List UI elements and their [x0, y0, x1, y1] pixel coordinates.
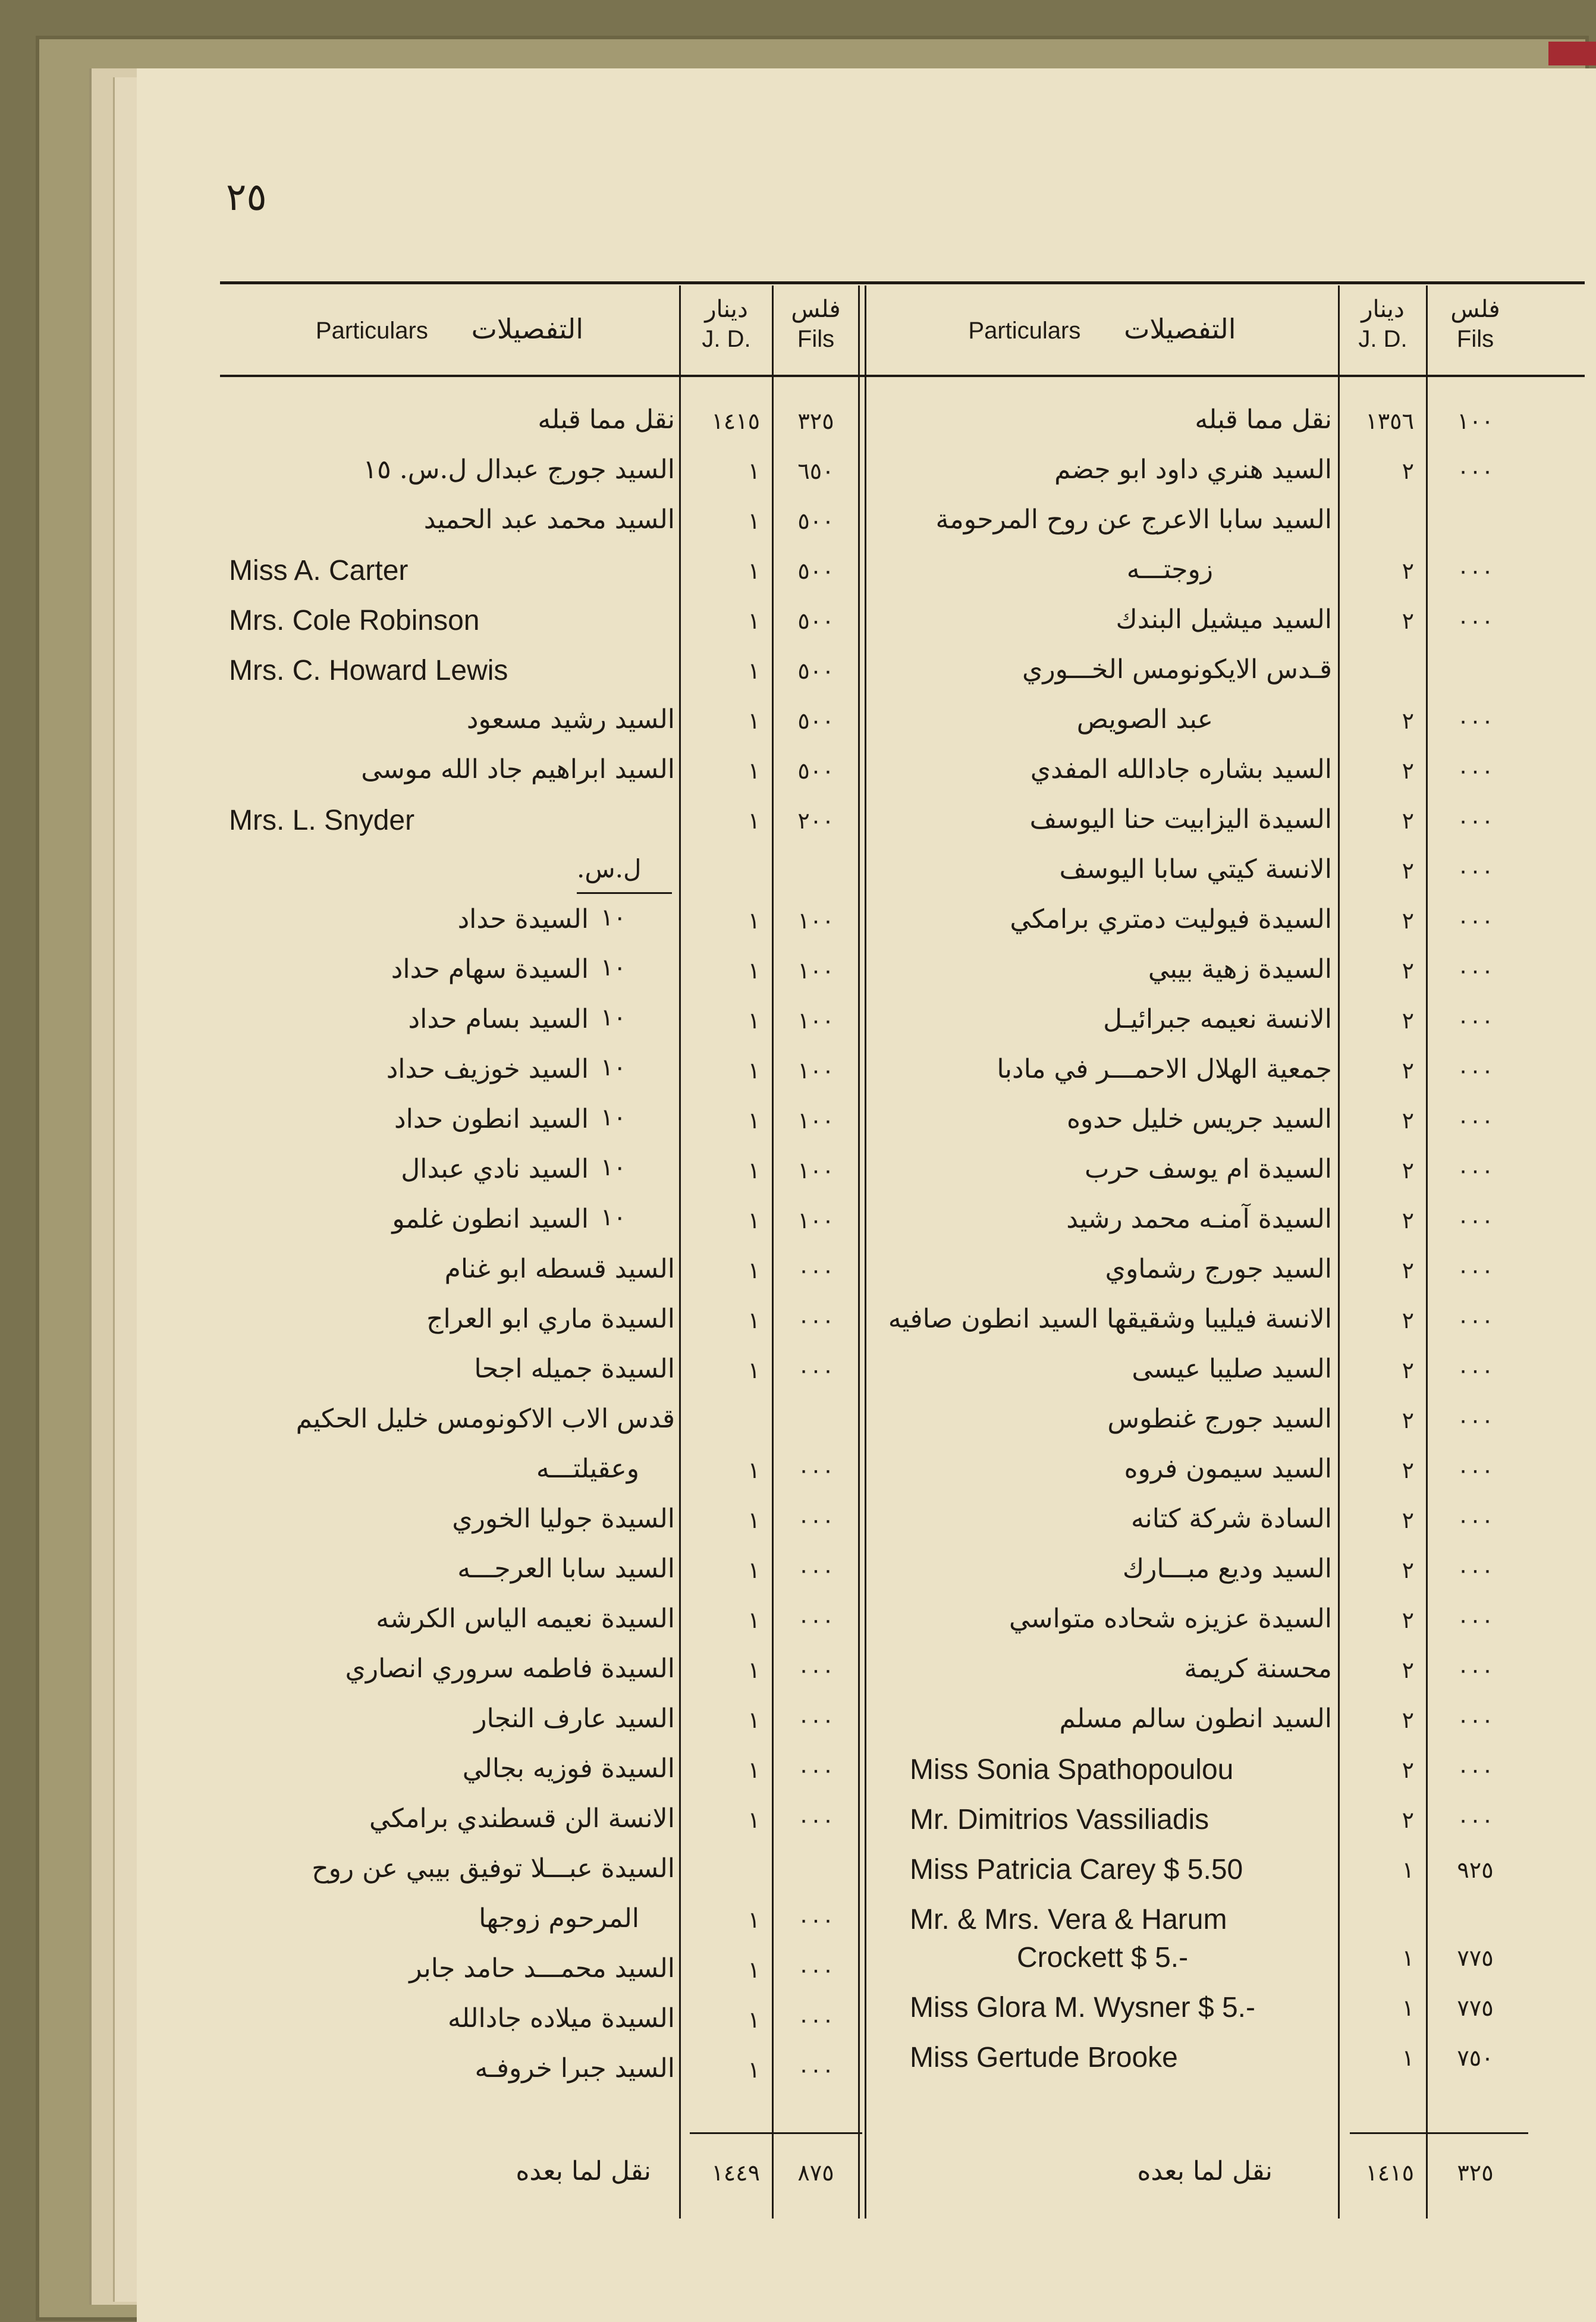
fils-value: ٠٠٠: [1457, 758, 1494, 784]
entry-name: Mrs. Cole Robinson: [229, 605, 480, 636]
jd-value: ٢: [1402, 1757, 1414, 1783]
fils-value: ٠٠٠: [797, 1457, 834, 1483]
fils-value: ١٠٠: [797, 1058, 834, 1084]
fils-value: ٠٠٠: [1457, 1257, 1494, 1284]
entry-name: السيد جورج عبدال ل.س. ١٥: [363, 454, 675, 485]
jd-value: ١: [747, 958, 760, 984]
entry-name: السيدة ماري ابو العراج: [426, 1304, 675, 1334]
jd-value: ١: [747, 1507, 760, 1533]
fils-value: ٠٠٠: [1457, 1008, 1494, 1034]
entry-name: الانسة نعيمه جبرائيـل: [1103, 1004, 1332, 1034]
fils-value: ٠٠٠: [797, 1657, 834, 1683]
fils-value: ٠٠٠: [1457, 1507, 1494, 1533]
jd-value: ١: [747, 758, 760, 784]
jd-value: ٢: [1402, 858, 1414, 884]
fils-value: ٠٠٠: [1457, 1757, 1494, 1783]
fils-value: ٠٠٠: [1457, 808, 1494, 834]
jd-value: ١: [747, 1557, 760, 1583]
currency-label-underline: [577, 892, 672, 894]
brought-forward-label: نقل مما قبله: [538, 404, 675, 435]
entry-name: السيدة ميلاده جادالله: [447, 2003, 675, 2034]
entry-name: السيد سابا الاعرج عن روح المرحومة: [935, 504, 1332, 535]
entry-name: السيد رشيد مسعود: [466, 704, 675, 735]
col-divider: [858, 285, 860, 2219]
entry-name: السيد جريس خليل حدوه: [1067, 1104, 1332, 1134]
fils-value: ٥٠٠: [797, 608, 834, 634]
fils-value: ١٠٠: [797, 958, 834, 984]
jd-value: ١: [747, 1107, 760, 1134]
jd-value: ٢: [1402, 1557, 1414, 1583]
jd-value: ١: [747, 2057, 760, 2083]
fils-value: ١٠٠: [797, 1107, 834, 1134]
fils-value: ٠٠٠: [797, 1557, 834, 1583]
fils-value: ٥٠٠: [797, 658, 834, 684]
fils-value: ١٠٠: [797, 1157, 834, 1184]
jd-value: ٢: [1402, 1407, 1414, 1433]
jd-value: ١: [747, 1757, 760, 1783]
entry-name: السيد خوزيف حداد: [386, 1054, 589, 1084]
fils-value: ٩٢٥: [1457, 1857, 1494, 1883]
ls-amount: ١٠: [601, 1154, 626, 1181]
jd-value: ١: [747, 1008, 760, 1034]
jd-value: ٢: [1402, 558, 1414, 584]
jd-value: ١: [747, 1207, 760, 1234]
entry-name: Mr. Dimitrios Vassiliadis: [910, 1804, 1209, 1835]
fils-value: ٠٠٠: [1457, 1557, 1494, 1583]
header-fils-left: فلس Fils: [791, 296, 841, 352]
fils-value: ٠٠٠: [1457, 458, 1494, 484]
jd-value: ١: [747, 1657, 760, 1683]
jd-value: ٢: [1402, 458, 1414, 484]
entry-name: السيد سابا العرجـــه: [457, 1554, 675, 1584]
entry-name: قـدس الايكونومس الخـــوري: [1022, 654, 1332, 685]
entry-name: السيد محمـــد حامد جابر: [409, 1953, 675, 1984]
fils-value: ٢٠٠: [797, 808, 834, 834]
fils-value: ٨٧٥: [797, 2160, 834, 2186]
entry-name: السيدة آمنـه محمد رشيد: [1066, 1204, 1332, 1234]
ls-amount: ١٠: [601, 1054, 626, 1081]
entry-name: السيدة سهام حداد: [391, 954, 589, 984]
fils-value: ٠٠٠: [1457, 558, 1494, 584]
jd-value: ١: [747, 1707, 760, 1733]
entry-name-continued: المرحوم زوجها: [479, 1903, 639, 1934]
fils-value: ٠٠٠: [1457, 1707, 1494, 1733]
fils-value: ٠٠٠: [1457, 1457, 1494, 1483]
entry-name: السيد عارف النجار: [474, 1703, 675, 1734]
jd-value: ١: [1402, 1945, 1414, 1971]
entry-name: السيد وديع مبـــارك: [1122, 1554, 1332, 1584]
jd-value: ٢: [1402, 1807, 1414, 1833]
jd-value: ٢: [1402, 1008, 1414, 1034]
entry-name: الانسة الن قسطندي برامكي: [369, 1803, 675, 1834]
carried-forward-label: نقل لما بعده: [1137, 2156, 1273, 2186]
header-particulars-right: Particulars التفصيلات: [968, 313, 1236, 345]
fils-value: ٣٢٥: [1457, 2160, 1494, 2186]
ls-amount: ١٠: [601, 1004, 626, 1031]
ledger-page: [137, 68, 1596, 2322]
entry-name: السيدة فوزيه بجالي: [462, 1753, 675, 1784]
entry-name: السيد سيمون فروه: [1124, 1454, 1332, 1484]
jd-value: ٢: [1402, 908, 1414, 934]
jd-value: ٢: [1402, 1607, 1414, 1633]
entry-name: محسنة كريمة: [1184, 1653, 1332, 1684]
entry-name: السيدة نعيمه الياس الكرشه: [376, 1604, 675, 1634]
jd-value: ١: [747, 1807, 760, 1833]
entry-name: السيد بشاره جادالله المفدي: [1030, 754, 1332, 785]
carried-forward-label: نقل لما بعده: [516, 2156, 651, 2186]
jd-value: ١: [747, 1357, 760, 1383]
fils-value: ٠٠٠: [797, 2057, 834, 2083]
entry-name: السيدة زهية بيبي: [1148, 954, 1332, 984]
fils-value: ٠٠٠: [797, 1307, 834, 1333]
fils-value: ٠٠٠: [797, 2007, 834, 2033]
entry-name: السيدة حداد: [457, 904, 589, 934]
entry-name: السيد جورج رشماوي: [1105, 1254, 1332, 1284]
jd-value: ٢: [1402, 808, 1414, 834]
fils-value: ٥٠٠: [797, 758, 834, 784]
entry-name: السيد قسطه ابو غنام: [444, 1254, 675, 1284]
entry-name: السيدة عبـــلا توفيق بيبي عن روح: [312, 1853, 675, 1884]
jd-value: ١: [747, 1257, 760, 1284]
entry-name: Mr. & Mrs. Vera & Harum: [910, 1904, 1227, 1935]
jd-value: ١: [747, 808, 760, 834]
jd-value: ٢: [1402, 608, 1414, 634]
ls-amount: ١٠: [601, 1204, 626, 1231]
jd-value: ٢: [1402, 1058, 1414, 1084]
jd-value: ١: [747, 658, 760, 684]
entry-name: Mrs. L. Snyder: [229, 805, 415, 836]
entry-name: Mrs. C. Howard Lewis: [229, 655, 508, 686]
jd-value: ١: [747, 708, 760, 734]
jd-value: ٢: [1402, 1207, 1414, 1234]
entry-name-continued: زوجتـــه: [1126, 554, 1213, 585]
jd-value: ١: [747, 1157, 760, 1184]
jd-value: ١٣٥٦: [1365, 408, 1414, 434]
fils-value: ٠٠٠: [1457, 1207, 1494, 1234]
fils-value: ٠٠٠: [1457, 1157, 1494, 1184]
entry-name: السيد نادي عبدال: [401, 1154, 589, 1184]
fils-value: ٠٠٠: [1457, 958, 1494, 984]
entry-name: Miss Glora M. Wysner $ 5.-: [910, 1992, 1255, 2023]
jd-value: ٢: [1402, 1157, 1414, 1184]
entry-name: السيد هنري داود ابو جضم: [1054, 454, 1332, 485]
fils-value: ١٠٠: [1457, 408, 1494, 434]
fils-value: ٠٠٠: [797, 1357, 834, 1383]
header-bottom-rule: [220, 375, 1585, 377]
entry-name: السيد ابراهيم جاد الله موسى: [361, 754, 675, 785]
fils-value: ٦٥٠: [797, 458, 834, 484]
page-number: ٢٥: [226, 175, 267, 219]
currency-label-ls: ل.س.: [577, 854, 642, 883]
jd-value: ٢: [1402, 708, 1414, 734]
jd-value: ١: [747, 1907, 760, 1933]
entry-name: السيد صليبا عيسى: [1132, 1354, 1332, 1384]
jd-value: ١: [747, 508, 760, 534]
jd-value: ١٤١٥: [1365, 2160, 1414, 2186]
entry-name: السيدة اليزابيت حنا اليوسف: [1029, 804, 1332, 834]
entry-name: قدس الاب الاكونومس خليل الحكيم: [296, 1404, 675, 1434]
entry-name: جمعية الهلال الاحمـــر في مادبا: [997, 1054, 1332, 1084]
fils-value: ٠٠٠: [1457, 1058, 1494, 1084]
entry-name: السيد بسام حداد: [408, 1004, 589, 1034]
fils-value: ٠٠٠: [1457, 1807, 1494, 1833]
fils-value: ٠٠٠: [797, 1807, 834, 1833]
fils-value: ٠٠٠: [797, 1757, 834, 1783]
header-jd-left: دينار J. D.: [702, 296, 751, 352]
entry-name-continued: عبد الصويص: [1076, 704, 1213, 735]
fils-value: ٧٥٠: [1457, 2045, 1494, 2071]
fils-value: ٠٠٠: [1457, 1657, 1494, 1683]
header-fils-right: فلس Fils: [1450, 296, 1500, 352]
entry-name: الانسة كيتي سابا اليوسف: [1059, 854, 1332, 884]
jd-value: ١: [1402, 2045, 1414, 2071]
fils-value: ٠٠٠: [1457, 1107, 1494, 1134]
header-particulars-left: Particulars التفصيلات: [315, 313, 584, 345]
fils-value: ١٠٠: [797, 908, 834, 934]
total-rule-left: [690, 2132, 862, 2134]
jd-value: ٢: [1402, 1307, 1414, 1333]
fils-value: ٠٠٠: [797, 1907, 834, 1933]
fils-value: ٠٠٠: [1457, 708, 1494, 734]
jd-value: ٢: [1402, 1657, 1414, 1683]
jd-value: ١: [747, 1607, 760, 1633]
entry-name: السيد جورج غنطوس: [1107, 1404, 1332, 1434]
entry-name: السيدة فيوليت دمتري برامكي: [1010, 904, 1332, 934]
entry-name-continued: وعقيلتـــه: [536, 1454, 639, 1484]
entry-name: السيدة فاطمه سروري انصاري: [345, 1653, 675, 1684]
fils-value: ٥٠٠: [797, 558, 834, 584]
header-jd-right: دينار J. D.: [1358, 296, 1408, 352]
entry-name: الانسة فيليبا وشقيقها السيد انطون صافيه: [888, 1304, 1332, 1334]
jd-value: ١: [1402, 1995, 1414, 2021]
fils-value: ٠٠٠: [797, 1607, 834, 1633]
jd-value: ١٤٤٩: [711, 2160, 760, 2186]
jd-value: ٢: [1402, 958, 1414, 984]
entry-name: Miss Patricia Carey $ 5.50: [910, 1854, 1243, 1885]
entry-name: Miss Sonia Spathopoulou: [910, 1754, 1234, 1786]
jd-value: ١: [747, 1307, 760, 1333]
fils-value: ٠٠٠: [1457, 908, 1494, 934]
entry-name: السيدة عزيزه شحاده متواسي: [1009, 1604, 1332, 1634]
entry-name: السيد ميشيل البندك: [1116, 604, 1332, 635]
fils-value: ٥٠٠: [797, 708, 834, 734]
entry-name: السادة شركة كتانه: [1130, 1504, 1332, 1534]
fils-value: ٠٠٠: [1457, 1407, 1494, 1433]
entry-name: السيد محمد عبد الحميد: [423, 504, 675, 535]
ls-amount: ١٠: [601, 954, 626, 981]
jd-value: ٢: [1402, 1707, 1414, 1733]
fils-value: ١٠٠: [797, 1207, 834, 1234]
fils-value: ٧٧٥: [1457, 1945, 1494, 1971]
jd-value: ١: [747, 908, 760, 934]
jd-value: ١: [747, 2007, 760, 2033]
jd-value: ٢: [1402, 1257, 1414, 1284]
fils-value: ٣٢٥: [797, 408, 834, 434]
jd-value: ١: [747, 1457, 760, 1483]
entry-name: السيد انطون سالم مسلم: [1059, 1703, 1332, 1734]
jd-value: ٢: [1402, 758, 1414, 784]
entry-name: السيدة ام يوسف حرب: [1084, 1154, 1332, 1184]
fils-value: ٠٠٠: [1457, 1307, 1494, 1333]
jd-value: ٢: [1402, 1507, 1414, 1533]
brought-forward-label: نقل مما قبله: [1195, 404, 1332, 435]
header-top-rule: [220, 281, 1585, 284]
col-divider: [865, 285, 866, 2219]
ls-amount: ١٠: [601, 904, 626, 931]
jd-value: ١: [747, 558, 760, 584]
jd-value: ١: [747, 1957, 760, 1983]
jd-value: ١٤١٥: [711, 408, 760, 434]
jd-value: ١: [1402, 1857, 1414, 1883]
fils-value: ٠٠٠: [1457, 1357, 1494, 1383]
fils-value: ٥٠٠: [797, 508, 834, 534]
fils-value: ٠٠٠: [1457, 1607, 1494, 1633]
entry-name: Miss Gertude Brooke: [910, 2042, 1178, 2073]
fils-value: ٠٠٠: [797, 1957, 834, 1983]
entry-name: السيد انطون حداد: [394, 1104, 589, 1134]
ls-amount: ١٠: [601, 1104, 626, 1131]
total-rule-right: [1350, 2132, 1528, 2134]
entry-name: السيدة جميله اجحا: [474, 1354, 675, 1384]
fils-value: ١٠٠: [797, 1008, 834, 1034]
jd-value: ١: [747, 458, 760, 484]
fils-value: ٠٠٠: [797, 1507, 834, 1533]
fils-value: ٧٧٥: [1457, 1995, 1494, 2021]
entry-name: السيد جبرا خروفـه: [475, 2053, 675, 2083]
fils-value: ٠٠٠: [797, 1707, 834, 1733]
fils-value: ٠٠٠: [1457, 858, 1494, 884]
entry-name: السيدة جوليا الخوري: [452, 1504, 675, 1534]
fils-value: ٠٠٠: [1457, 608, 1494, 634]
entry-name-continued: Crockett $ 5.-: [1017, 1942, 1189, 1973]
jd-value: ١: [747, 1058, 760, 1084]
jd-value: ٢: [1402, 1107, 1414, 1134]
jd-value: ٢: [1402, 1357, 1414, 1383]
entry-name: Miss A. Carter: [229, 555, 409, 586]
fils-value: ٠٠٠: [797, 1257, 834, 1284]
red-bookmark: [1548, 42, 1596, 65]
jd-value: ٢: [1402, 1457, 1414, 1483]
entry-name: السيد انطون غلمو: [392, 1204, 589, 1234]
jd-value: ١: [747, 608, 760, 634]
